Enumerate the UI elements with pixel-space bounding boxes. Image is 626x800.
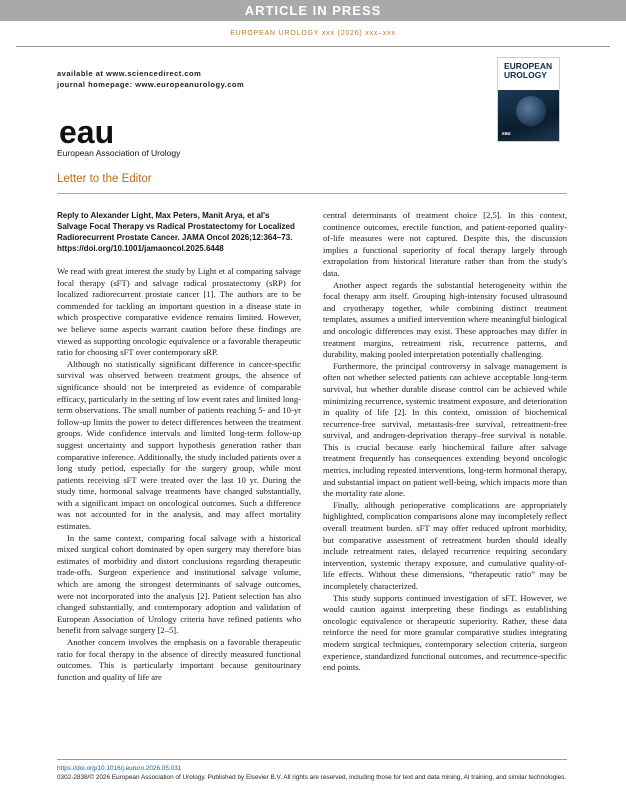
heading-divider [57, 193, 567, 194]
eau-logo-caption: European Association of Urology [57, 148, 181, 158]
footer-divider [57, 759, 567, 760]
page-footer [57, 765, 567, 782]
paragraph: central determinants of treatment choice [2,5]. In this context, continence outcomes, erectile function, and patient-reported quality-of-life measures were not captured. Despite this, the discussion implies a functional superiority of focal therapy largely through extrapolation from historical literature rather than from the study's data. [323, 210, 567, 278]
eau-logo-icon [57, 115, 137, 149]
paragraph: Furthermore, the principal controversy in salvage management is often not whether selected patients can achieve acceptable long-term survival, but whether durable disease control can be achieved while minimizing recurrence, systemic treatment exposure, and deterioration in quality of life [2]. In this context, omission of biochemical recurrence-free survival, metastasis-free survival, retreatment-free survival, and androgen-deprivation therapy–free survival is notable. This is crucial because early biochemical failure after salvage treatment frequently has consequences extending beyond oncologic metrics, including repeated interventions, long-term hormonal therapy, and substantial impact on patient well-being, which impacts more than the mortality rate alone. [323, 360, 567, 499]
paragraph: Although no statistically significant difference in cancer-specific survival was observed between treatment groups, the absence of significance should not be interpreted as evidence of comparable efficacy, particularly in the setting of low event rates and limited long-term observations. The small number of patients reaching 5- and 10-yr follow-up limits the power to detect differences between the treatment groups. Wide confidence intervals and limited long-term follow-up suggest uncertainty and support hypothesis generation rather than comparative inference. Additionally, the study included patients over a long study period, especially for the surgery group, while most patients receiving sFT were treated over the last 10 yr. During the study time, hormonal salvage treatments have changed substantially, with a significant impact on oncological outcomes. Such a difference was not accounted for in the analysis, and may affect mortality estimates. [57, 358, 301, 532]
cover-title: EUROPEAN UROLOGY [504, 61, 553, 80]
availability-block [57, 68, 244, 90]
article-in-press-banner: ARTICLE IN PRESS [0, 0, 626, 21]
paragraph: Finally, although perioperative complications are appropriately highlighted, complication comparisons alone may incompletely reflect overall treatment burden. sFT may offer reduced upfront morbidity, but comparative assessment of retreatment burden should ideally include retreatment rates, delayed recurrence requiring secondary intervention, systemic therapy exposure, and cumulative quality-of-life effects. Without these dimensions, “therapeutic ratio” may be incompletely characterized. [323, 499, 567, 591]
sciencedirect-line[interactable]: available at www.sciencedirect.com [57, 69, 202, 78]
cover-graphic [516, 96, 546, 126]
doi-link[interactable]: https://doi.org/10.1016/j.eururo.2026.05.031 [57, 765, 182, 772]
copyright-notice: 0302-2838/© 2026 European Association of Urology. Published by Elsevier B.V. All rights are reserved, including those for text and data mining, AI training, and similar technologies. [57, 773, 567, 781]
right-column [323, 210, 567, 674]
paragraph: Another aspect regards the substantial heterogeneity within the focal therapy arm itself. Grouping high-intensity focused ultrasound and cryotherapy together, while combining distinct treatment templates, assumes a unified intervention where meaningful biological and oncologic differences may exist. These approaches may differ in treatment margins, retreatment risk, recurrence patterns, and durability, making pooled interpretation potentially challenging. [323, 279, 567, 360]
journal-cover-thumbnail[interactable] [497, 57, 560, 142]
header-divider [16, 46, 610, 47]
paragraph: We read with great interest the study by Light et al comparing salvage focal therapy (sFT) and salvage radical prostatectomy (sRP) for localized radiorecurrent prostate cancer [1]. The authors are to be commended for tackling an important question in a disease state in which prospective comparative evidence remains limited. However, we believe some aspects warrant caution before these findings are viewed as supporting oncologic equivalence or a favorable therapeutic ratio for choosing sFT over contemporary sRP. [57, 266, 301, 358]
eau-logo-text: eau [59, 115, 115, 149]
cover-eau-mark: eau [502, 131, 511, 137]
reference-title: Reply to Alexander Light, Max Peters, Manit Arya, et al's Salvage Focal Therapy vs Radical Prostatectomy for Localized Radiorecurrent Prostate Cancer. JAMA Oncol 2026;12:364–73. https://doi.org/10.1001/jamaoncol.2025.6448 [57, 211, 295, 253]
section-heading: Letter to the Editor [57, 173, 152, 185]
paragraph: In the same context, comparing focal salvage with a historical mixed surgical cohort dominated by open surgery may therefore bias estimates of morbidity and distort conclusions regarding therapeutic trade-offs. Surgeon experience and institutional salvage volume, which are among the strongest determinants of salvage outcomes, were not incorporated into the analysis [2]. Patient selection has also changed substantially, and contemporary adoption and validation of European Association of Urology criteria have refined patients who benefit from salvage surgery [2–5]. [57, 532, 301, 636]
eau-logo [57, 115, 181, 160]
journal-homepage-line[interactable]: journal homepage: www.europeanurology.com [57, 80, 245, 89]
left-column [57, 210, 301, 683]
paragraph: Another concern involves the emphasis on a favorable therapeutic ratio for focal therapy in the absence of directly measured functional outcomes. This is particularly important because genitourinary function and quality of life are [57, 637, 301, 682]
paragraph: This study supports continued investigation of sFT. However, we would caution against interpreting these findings as establishing oncologic equivalence or therapeutic superiority. Rather, these data reinforce the need for more granular comparative studies integrating modern surgical techniques, contemporary selection criteria, surgeon experience, standardized functional outcomes, and recurrence-specific end points. [323, 592, 567, 673]
journal-running-header: EUROPEAN UROLOGY xxx (2026) xxx–xxx [230, 30, 396, 37]
